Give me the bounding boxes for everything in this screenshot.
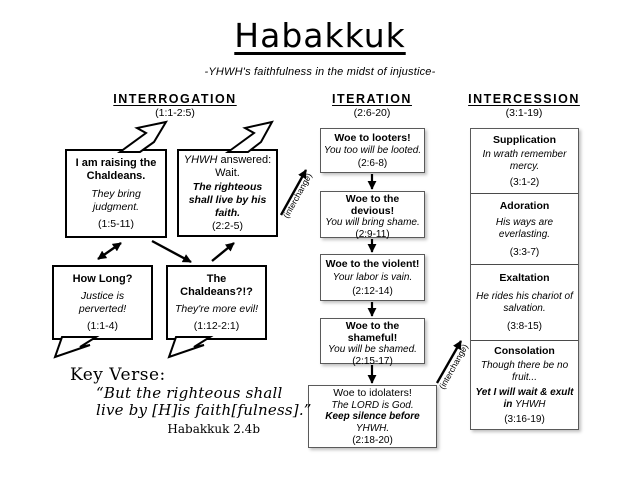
section-ref: (3:3-7) bbox=[509, 246, 540, 258]
arrow-interchange-2 bbox=[437, 341, 461, 383]
column-header-interrogation bbox=[75, 92, 275, 119]
bubble-title bbox=[183, 154, 272, 180]
speech-tail-raising bbox=[120, 122, 166, 152]
arrow-chaldeans-answered bbox=[212, 243, 234, 261]
key-verse-heading: Key Verse: bbox=[70, 365, 166, 385]
bubble-body: The righteous shall live by his faith. bbox=[188, 180, 267, 219]
key-verse-quote bbox=[96, 385, 312, 420]
bubble-ref: (1:5-11) bbox=[98, 217, 134, 230]
interchange-label-1: (interchange) bbox=[280, 171, 314, 220]
page-subtitle: -YHWH's faithfulness in the midst of injustice- bbox=[204, 66, 436, 78]
column-ref: (3:1-19) bbox=[505, 107, 543, 119]
woe-box-looters bbox=[320, 128, 425, 173]
intercession-box bbox=[470, 128, 579, 430]
woe-title: Woe to the devious! bbox=[345, 193, 400, 218]
bubble-body: They're more evil! bbox=[174, 303, 259, 316]
section-supplication bbox=[471, 129, 578, 193]
woe-body: You will bring shame. bbox=[325, 217, 420, 229]
speech-tail-howlong bbox=[55, 337, 96, 357]
section-ref: (3:8-15) bbox=[506, 321, 542, 333]
column-label: INTERROGATION bbox=[113, 92, 237, 106]
section-body: Though there be no fruit... bbox=[480, 359, 569, 383]
bubble-ref: (1:12-2:1) bbox=[193, 320, 240, 333]
speech-bubble-chaldeans-more-evil bbox=[166, 265, 267, 340]
woe-title: Woe to looters! bbox=[334, 131, 411, 144]
woe-box-devious bbox=[320, 191, 425, 238]
woe-ref: (2:9-11) bbox=[355, 228, 390, 240]
section-title: Adoration bbox=[499, 199, 550, 212]
section-title: Supplication bbox=[493, 133, 556, 146]
title-rest: answered: Wait. bbox=[215, 153, 272, 179]
woe-box-violent bbox=[320, 254, 425, 301]
section-title: Exaltation bbox=[499, 272, 550, 285]
section-body: In wrath remember mercy. bbox=[482, 149, 567, 173]
bubble-ref: (1:1-4) bbox=[87, 320, 118, 333]
column-header-intercession bbox=[424, 92, 624, 119]
woe-ref: (2:6-8) bbox=[357, 158, 388, 170]
bubble-body: Justice is perverted! bbox=[78, 289, 127, 316]
column-ref: (2:6-20) bbox=[353, 107, 391, 119]
interchange-label-2: (interchange) bbox=[436, 342, 470, 391]
section-wait-line bbox=[474, 387, 575, 411]
section-body: He rides his chariot of salvation. bbox=[476, 290, 573, 314]
speech-tail-answered bbox=[228, 122, 272, 152]
section-ref: (3:1-2) bbox=[509, 176, 540, 188]
woe-title: Woe to the shameful! bbox=[345, 320, 400, 345]
woe-body: The LORD is God. bbox=[331, 399, 414, 411]
woe-title: Woe to idolaters! bbox=[333, 387, 412, 400]
column-ref: (1:1-2:5) bbox=[155, 107, 195, 119]
section-title: Consolation bbox=[494, 344, 555, 357]
title-wrap bbox=[0, 16, 640, 55]
arrow-raising-chaldeans bbox=[152, 241, 191, 262]
bubble-body: They bring judgment. bbox=[91, 187, 141, 213]
woe-body: Your labor is vain. bbox=[332, 272, 413, 284]
speech-bubble-raising-chaldeans bbox=[65, 149, 167, 238]
woe-ref: (2:15-17) bbox=[352, 355, 393, 367]
section-body: His ways are everlasting. bbox=[495, 217, 554, 241]
woe-body: You too will be looted. bbox=[323, 145, 422, 157]
bubble-title: I am raising the Chaldeans. bbox=[75, 157, 157, 183]
yhwh-word: YHWH. bbox=[355, 422, 390, 434]
yhwh-word: YHWH bbox=[183, 153, 218, 166]
speech-bubble-yhwh-answered bbox=[177, 149, 278, 237]
woe-title: Woe to the violent! bbox=[325, 258, 420, 271]
section-consolation bbox=[471, 340, 578, 429]
key-verse-line1: “But the righteous shall bbox=[96, 384, 283, 402]
bubble-title: The Chaldeans?!? bbox=[180, 272, 253, 299]
column-label: ITERATION bbox=[332, 92, 412, 106]
section-adoration bbox=[471, 193, 578, 265]
woe-box-idolaters bbox=[308, 385, 437, 448]
woe-body: You will be shamed. bbox=[328, 344, 417, 356]
column-label: INTERCESSION bbox=[468, 92, 580, 106]
yhwh-word: YHWH bbox=[514, 398, 546, 410]
key-verse-line2: live by [H]is faith[fulness].” bbox=[96, 401, 312, 420]
section-exaltation bbox=[471, 264, 578, 340]
woe-ref: (2:12-14) bbox=[352, 285, 393, 297]
speech-tail-chaldeans bbox=[169, 337, 210, 357]
bubble-title: How Long? bbox=[72, 272, 133, 285]
bubble-ref: (2:2-5) bbox=[212, 220, 243, 233]
speech-bubble-how-long bbox=[52, 265, 153, 340]
woe-ref: (2:18-20) bbox=[352, 434, 393, 446]
woe-keep-silence-line bbox=[311, 411, 434, 434]
woe-box-shameful bbox=[320, 318, 425, 367]
arrow-interchange-1 bbox=[281, 170, 306, 215]
page-title: Habakkuk bbox=[234, 16, 406, 55]
wait-exult-bold: Yet I will wait & exult in bbox=[475, 386, 574, 410]
keep-silence-bold: Keep silence before bbox=[325, 411, 420, 423]
key-verse-attribution: Habakkuk 2.4b bbox=[167, 422, 260, 436]
section-ref: (3:16-19) bbox=[504, 413, 545, 425]
arrow-howlong-raising bbox=[98, 243, 121, 259]
